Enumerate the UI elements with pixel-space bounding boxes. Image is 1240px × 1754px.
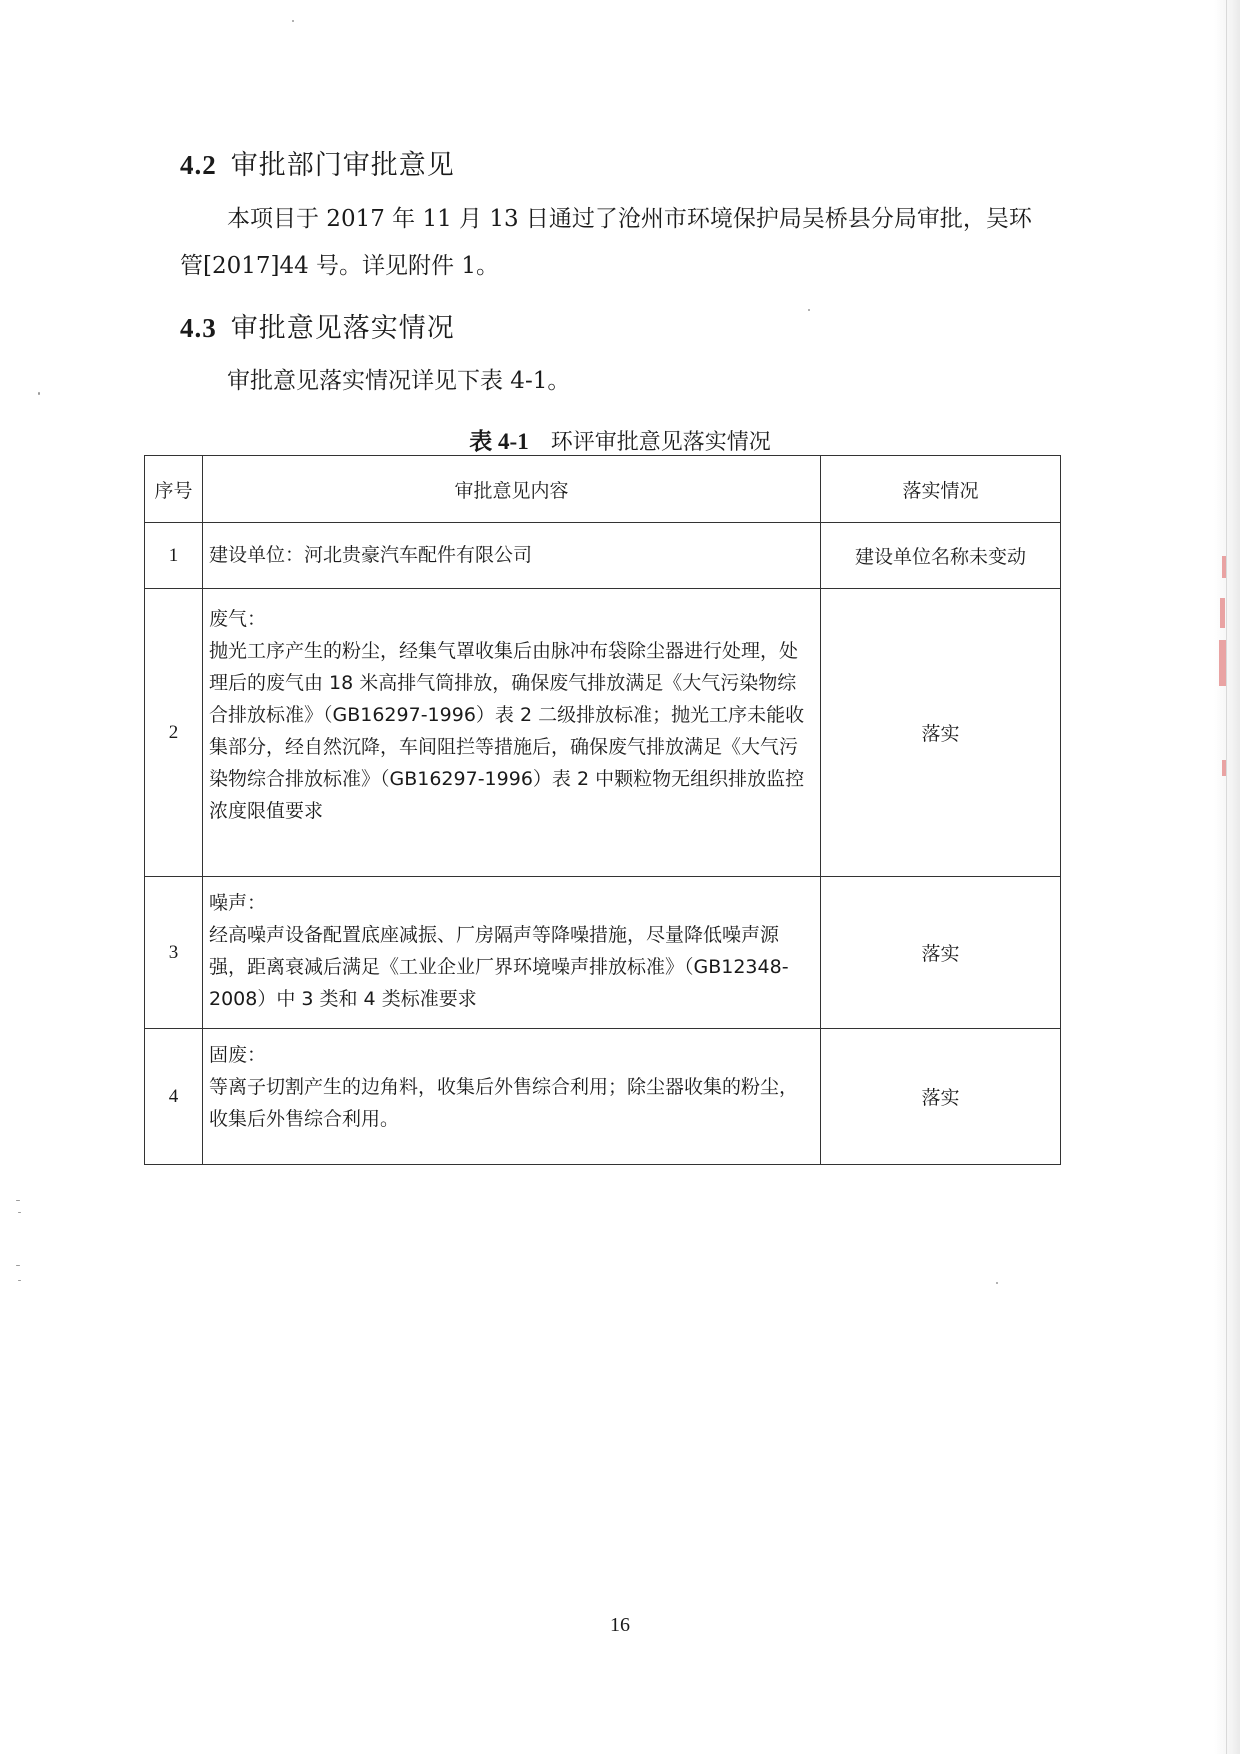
- row-content-line: 经高噪声设备配置底座减振、厂房隔声等降噪措施，尽量降低噪声源强，距离衰减后满足《工业企业厂界环境噪声排放标准》（GB12348-2008）中 3 类和 4 类标准要求: [209, 924, 789, 1010]
- table-caption: [0, 423, 1240, 456]
- table-header-row: [145, 456, 1061, 523]
- paragraph-approval: [180, 196, 1040, 290]
- approval-table: [144, 455, 1061, 1165]
- row-number: 4: [145, 1029, 203, 1165]
- row-status: 落实: [821, 589, 1061, 877]
- row-content: [203, 877, 821, 1029]
- table-row: [145, 589, 1061, 877]
- scan-speck: [18, 1280, 21, 1281]
- section-number: 4.3: [180, 313, 217, 343]
- row-content: [203, 589, 821, 877]
- stamp-fragment: [1220, 598, 1225, 628]
- scan-speck: [16, 1265, 20, 1266]
- stamp-fragment: [1222, 760, 1226, 776]
- section-title: 审批部门审批意见: [230, 150, 455, 181]
- row-number: 1: [145, 523, 203, 589]
- section-number: 4.2: [180, 150, 217, 180]
- header-content: 审批意见内容: [203, 456, 821, 523]
- row-content-line: 建设单位：河北贵豪汽车配件有限公司: [209, 543, 533, 566]
- row-status: 落实: [821, 1029, 1061, 1165]
- stamp-fragment: [1219, 640, 1226, 686]
- section-heading-4-2: [180, 143, 455, 182]
- table-row: [145, 877, 1061, 1029]
- row-number: 3: [145, 877, 203, 1029]
- row-content-line: 等离子切割产生的边角料，收集后外售综合利用；除尘器收集的粉尘，收集后外售综合利用。: [209, 1076, 799, 1130]
- scan-speck: [38, 392, 40, 395]
- paragraph-approval-text: 本项目于 2017 年 11 月 13 日通过了沧州市环境保护局吴桥县分局审批，吴环管[2017]44 号。详见附件 1。: [180, 206, 1032, 279]
- scan-speck: [808, 309, 810, 311]
- paragraph-implementation-text: 审批意见落实情况详见下表 4-1。: [227, 368, 571, 394]
- row-content-category: 固废：: [209, 1044, 267, 1066]
- table-row: [145, 523, 1061, 589]
- header-status: 落实情况: [821, 456, 1061, 523]
- row-content-category: 噪声：: [209, 892, 267, 914]
- row-number: 2: [145, 589, 203, 877]
- scan-speck: [996, 1282, 998, 1284]
- header-serial: 序号: [145, 456, 203, 523]
- page-number: 16: [610, 1614, 630, 1636]
- row-status: 落实: [821, 877, 1061, 1029]
- scan-edge-line: [1226, 0, 1227, 1754]
- section-title: 审批意见落实情况: [230, 313, 455, 344]
- table-caption-label: 表 4-1: [469, 429, 529, 454]
- section-heading-4-3: [180, 306, 455, 345]
- paragraph-implementation: [180, 358, 1040, 405]
- row-content: [203, 1029, 821, 1165]
- stamp-fragment: [1222, 556, 1226, 578]
- scan-speck: [18, 1212, 21, 1213]
- row-content-line: 抛光工序产生的粉尘，经集气罩收集后由脉冲布袋除尘器进行处理，处理后的废气由 18 米高排气筒排放，确保废气排放满足《大气污染物综合排放标准》（GB16297-1996）表 2 二级排放标准；抛光工序未能收集部分，经自然沉降，车间阻拦等措施后，确保废气排放满足《大气污染物综合排放标准》（GB16297-1996）表 2 中颗粒物无组织排放监控浓度限值要求: [209, 640, 805, 822]
- row-status: 建设单位名称未变动: [821, 523, 1061, 589]
- scan-speck: [16, 1200, 20, 1201]
- row-content: [203, 523, 821, 589]
- table-caption-title: 环评审批意见落实情况: [550, 430, 771, 455]
- row-content-category: 废气：: [209, 608, 267, 630]
- scan-speck: [292, 20, 294, 22]
- table-row: [145, 1029, 1061, 1165]
- scan-edge-shadow: [1214, 0, 1240, 1754]
